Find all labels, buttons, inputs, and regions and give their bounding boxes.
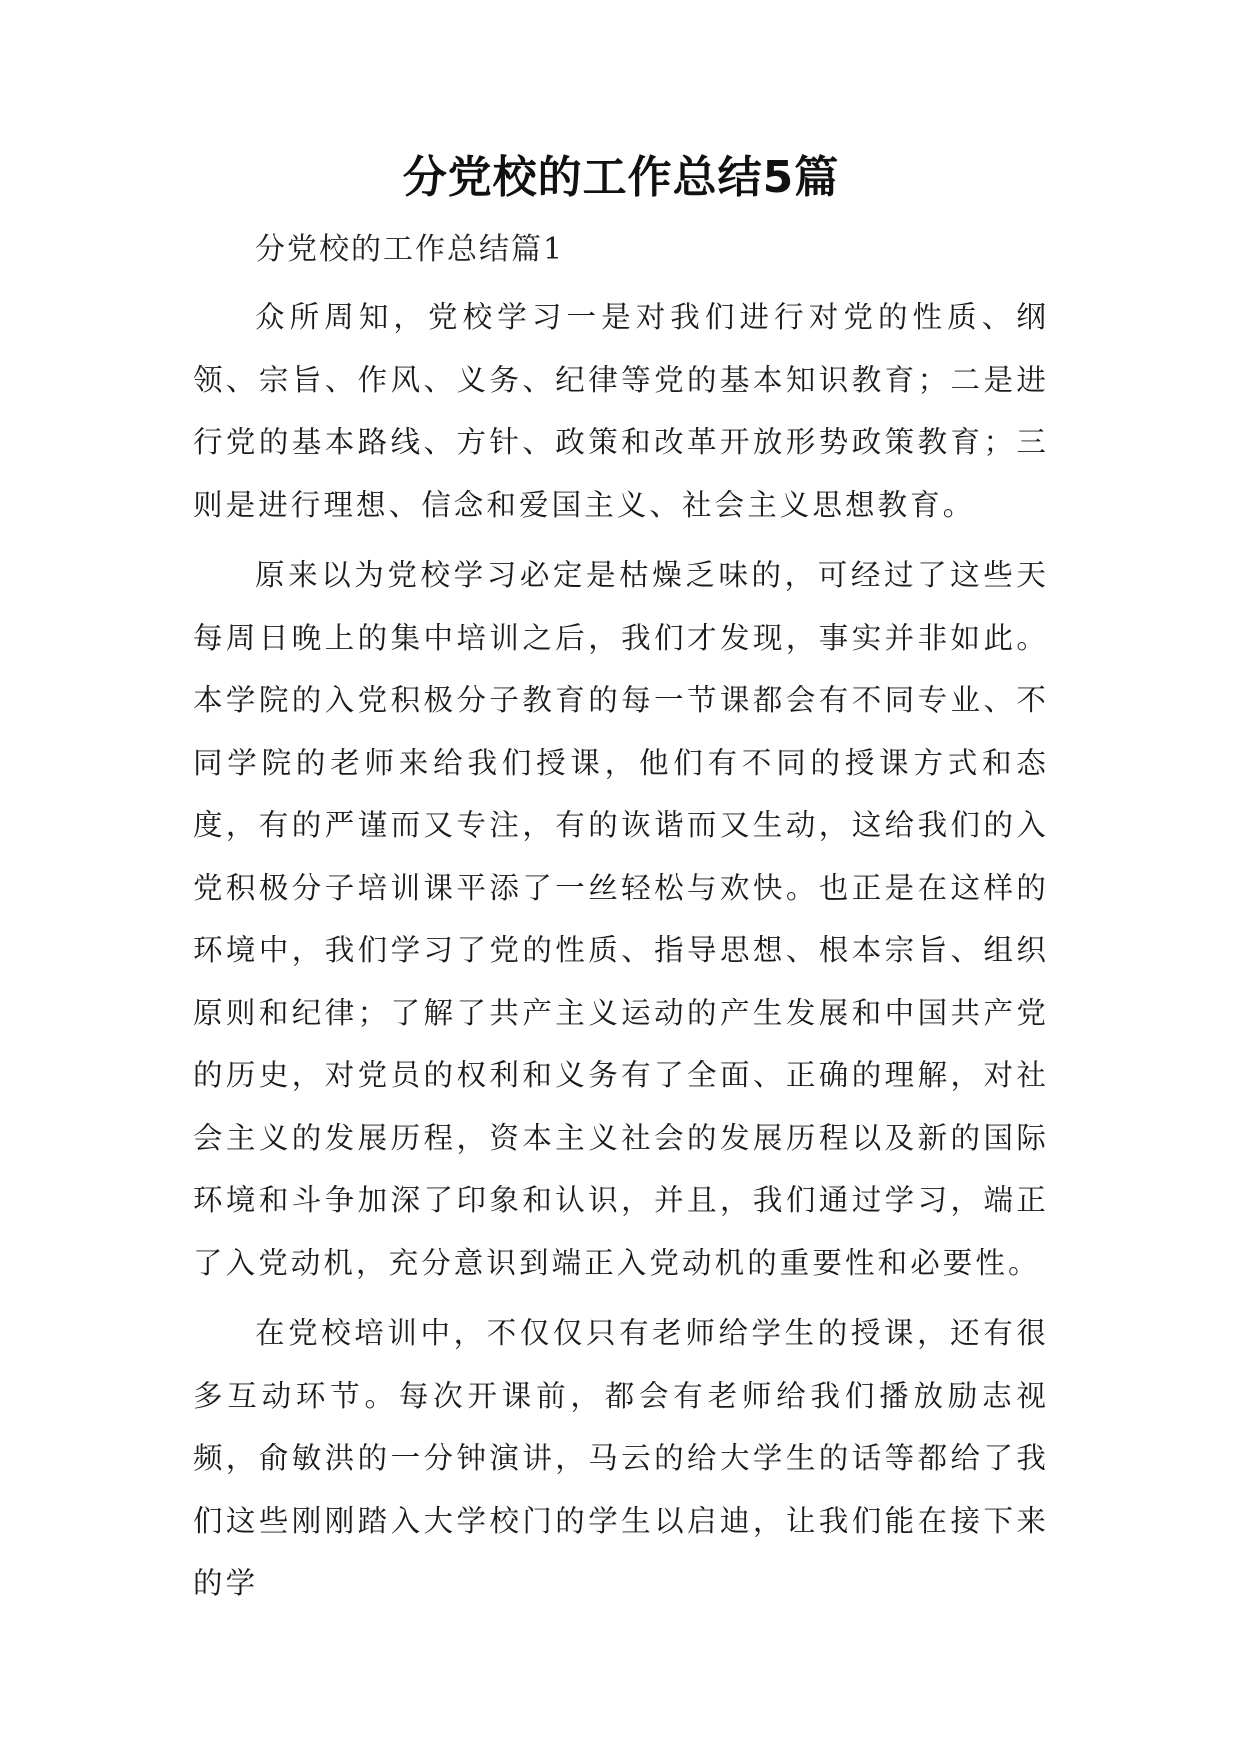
document-body <box>193 140 1049 1615</box>
paragraph-party-school-content: 众所周知，党校学习一是对我们进行对党的性质、纲领、宗旨、作风、义务、纪律等党的基本知识教育；二是进行党的基本路线、方针、政策和改革开放形势政策教育；三则是进行理想、信念和爱国主义、社会主义思想教育。 <box>193 300 1049 522</box>
section-heading: 分党校的工作总结篇1 <box>255 232 565 267</box>
paragraph-training-experience: 原来以为党校学习必定是枯燥乏味的，可经过了这些天每周日晚上的集中培训之后，我们才发现，事实并非如此。本学院的入党积极分子教育的每一节课都会有不同专业、不同学院的老师来给我们授课，他们有不同的授课方式和态度，有的严谨而又专注，有的诙谐而又生动，这给我们的入党积极分子培训课平添了一丝轻松与欢快。也正是在这样的环境中，我们学习了党的性质、指导思想、根本宗旨、组织原则和纪律；了解了共产主义运动的产生发展和中国共产党的历史，对党员的权利和义务有了全面、正确的理解，对社会主义的发展历程，资本主义社会的发展历程以及新的国际环境和斗争加深了印象和认识，并且，我们通过学习，端正了入党动机，充分意识到端正入党动机的重要性和必要性。 <box>193 558 1049 1280</box>
document-title: 分党校的工作总结5篇 <box>402 152 840 203</box>
paragraph-interactive-sessions: 在党校培训中，不仅仅只有老师给学生的授课，还有很多互动环节。每次开课前，都会有老师给我们播放励志视频，俞敏洪的一分钟演讲，马云的给大学生的话等都给了我们这些刚刚踏入大学校门的学生以启迪，让我们能在接下来的学 <box>193 1316 1049 1600</box>
